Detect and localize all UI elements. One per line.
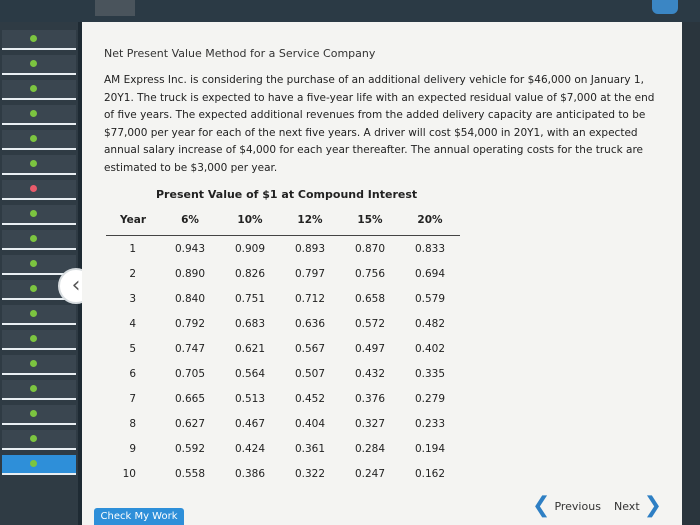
value-cell: 0.627 — [174, 417, 206, 430]
value-cell: 0.909 — [234, 242, 266, 255]
value-cell: 0.322 — [294, 467, 326, 480]
table-heading: Present Value of $1 at Compound Interest — [156, 188, 418, 201]
value-cell: 0.747 — [174, 342, 206, 355]
value-cell: 0.497 — [354, 342, 386, 355]
table-row — [106, 361, 460, 386]
table-row — [106, 311, 460, 336]
year-cell: 6 — [129, 367, 136, 380]
value-cell: 0.513 — [234, 392, 266, 405]
status-dot-icon — [30, 85, 37, 92]
status-dot-icon — [30, 235, 37, 242]
chevron-right-icon: ❯ — [643, 493, 663, 518]
sidebar-item-12[interactable] — [2, 305, 76, 325]
previous-label: Previous — [554, 499, 601, 513]
value-cell: 0.579 — [414, 292, 446, 305]
chevron-left-icon: ‹ — [71, 273, 81, 298]
previous-button[interactable] — [532, 495, 601, 517]
table-row — [106, 336, 460, 361]
column-header: 10% — [220, 205, 280, 236]
status-dot-icon — [30, 385, 37, 392]
value-cell: 0.279 — [414, 392, 446, 405]
value-cell: 0.826 — [234, 267, 266, 280]
status-dot-icon — [30, 460, 37, 467]
status-dot-icon — [30, 160, 37, 167]
value-cell: 0.482 — [414, 317, 446, 330]
status-dot-icon — [30, 210, 37, 217]
value-cell: 0.621 — [234, 342, 266, 355]
table-row — [106, 411, 460, 436]
sidebar-item-7[interactable] — [2, 180, 76, 200]
year-cell: 9 — [129, 442, 136, 455]
column-header: 20% — [400, 205, 460, 236]
status-dot-icon — [30, 435, 37, 442]
value-cell: 0.467 — [234, 417, 266, 430]
status-dot-icon — [30, 260, 37, 267]
year-cell: 10 — [122, 467, 136, 480]
value-cell: 0.756 — [354, 267, 386, 280]
value-cell: 0.567 — [294, 342, 326, 355]
status-dot-icon — [30, 60, 37, 67]
present-value-table — [106, 205, 460, 486]
year-cell: 3 — [129, 292, 136, 305]
value-cell: 0.890 — [174, 267, 206, 280]
sidebar-item-16[interactable] — [2, 405, 76, 425]
column-header: 15% — [340, 205, 400, 236]
table-row — [106, 286, 460, 311]
value-cell: 0.335 — [414, 367, 446, 380]
sidebar-item-3[interactable] — [2, 80, 76, 100]
value-cell: 0.233 — [414, 417, 446, 430]
value-cell: 0.797 — [294, 267, 326, 280]
table-header-row — [106, 205, 460, 236]
status-dot-icon — [30, 35, 37, 42]
value-cell: 0.194 — [414, 442, 446, 455]
sidebar-item-2[interactable] — [2, 55, 76, 75]
chevron-left-icon: ❮ — [532, 493, 551, 518]
sidebar-item-17[interactable] — [2, 430, 76, 450]
value-cell: 0.572 — [354, 317, 386, 330]
sidebar-item-5[interactable] — [2, 130, 76, 150]
value-cell: 0.404 — [294, 417, 326, 430]
sidebar-item-18[interactable] — [2, 455, 76, 475]
value-cell: 0.284 — [354, 442, 386, 455]
status-dot-icon — [30, 285, 37, 292]
value-cell: 0.840 — [174, 292, 206, 305]
year-cell: 7 — [129, 392, 136, 405]
year-cell: 4 — [129, 317, 136, 330]
year-cell: 5 — [129, 342, 136, 355]
value-cell: 0.327 — [354, 417, 386, 430]
value-cell: 0.665 — [174, 392, 206, 405]
year-cell: 2 — [129, 267, 136, 280]
sidebar-item-13[interactable] — [2, 330, 76, 350]
value-cell: 0.658 — [354, 292, 386, 305]
value-cell: 0.402 — [414, 342, 446, 355]
sidebar-item-15[interactable] — [2, 380, 76, 400]
check-my-work-button[interactable]: Check My Work — [94, 508, 184, 525]
sidebar-item-8[interactable] — [2, 205, 76, 225]
page-title: Net Present Value Method for a Service Company — [104, 47, 376, 60]
value-cell: 0.893 — [294, 242, 326, 255]
value-cell: 0.247 — [354, 467, 386, 480]
value-cell: 0.361 — [294, 442, 326, 455]
value-cell: 0.694 — [414, 267, 446, 280]
next-button[interactable] — [614, 495, 662, 517]
sidebar-item-14[interactable] — [2, 355, 76, 375]
value-cell: 0.636 — [294, 317, 326, 330]
sidebar-item-9[interactable] — [2, 230, 76, 250]
sidebar-item-6[interactable] — [2, 155, 76, 175]
status-dot-icon — [30, 135, 37, 142]
value-cell: 0.592 — [174, 442, 206, 455]
problem-description: AM Express Inc. is considering the purchase of an additional delivery vehicle for $46,000 on January 1, 20Y1. The truck is expected to have a five-year life with an expected residual value of $7,000 at the end of five years. The expected additional revenues from the added delivery capacity are anticipated to be $77,000 per year for each of the next five years. A driver will cost $54,000 in 20Y1, with an expected annual salary increase of $4,000 for each year thereafter. The annual operating costs for the truck are estimated to be $3,000 per year. — [104, 74, 655, 174]
status-dot-icon — [30, 335, 37, 342]
value-cell: 0.558 — [174, 467, 206, 480]
value-cell: 0.507 — [294, 367, 326, 380]
next-label: Next — [614, 499, 640, 513]
value-cell: 0.870 — [354, 242, 386, 255]
value-cell: 0.376 — [354, 392, 386, 405]
value-cell: 0.452 — [294, 392, 326, 405]
status-dot-icon — [30, 110, 37, 117]
status-dot-icon — [30, 410, 37, 417]
status-dot-icon — [30, 310, 37, 317]
value-cell: 0.792 — [174, 317, 206, 330]
table-row — [106, 261, 460, 286]
question-panel — [82, 22, 682, 525]
table-row — [106, 436, 460, 461]
menu-toggle-button[interactable] — [652, 0, 678, 14]
toolbar-button[interactable] — [95, 0, 135, 16]
sidebar-item-1[interactable] — [2, 30, 76, 50]
table-row — [106, 236, 460, 262]
value-cell: 0.432 — [354, 367, 386, 380]
value-cell: 0.683 — [234, 317, 266, 330]
status-dot-icon — [30, 360, 37, 367]
table-row — [106, 386, 460, 411]
value-cell: 0.705 — [174, 367, 206, 380]
status-dot-icon — [30, 185, 37, 192]
year-cell: 1 — [129, 242, 136, 255]
value-cell: 0.424 — [234, 442, 266, 455]
value-cell: 0.712 — [294, 292, 326, 305]
value-cell: 0.564 — [234, 367, 266, 380]
sidebar-item-4[interactable] — [2, 105, 76, 125]
value-cell: 0.943 — [174, 242, 206, 255]
value-cell: 0.386 — [234, 467, 266, 480]
value-cell: 0.162 — [414, 467, 446, 480]
top-bar — [0, 0, 700, 22]
year-cell: 8 — [129, 417, 136, 430]
column-header: 12% — [280, 205, 340, 236]
value-cell: 0.751 — [234, 292, 266, 305]
background-edge — [682, 22, 700, 525]
value-cell: 0.833 — [414, 242, 446, 255]
column-header: Year — [106, 205, 160, 236]
table-row — [106, 461, 460, 486]
column-header: 6% — [160, 205, 220, 236]
